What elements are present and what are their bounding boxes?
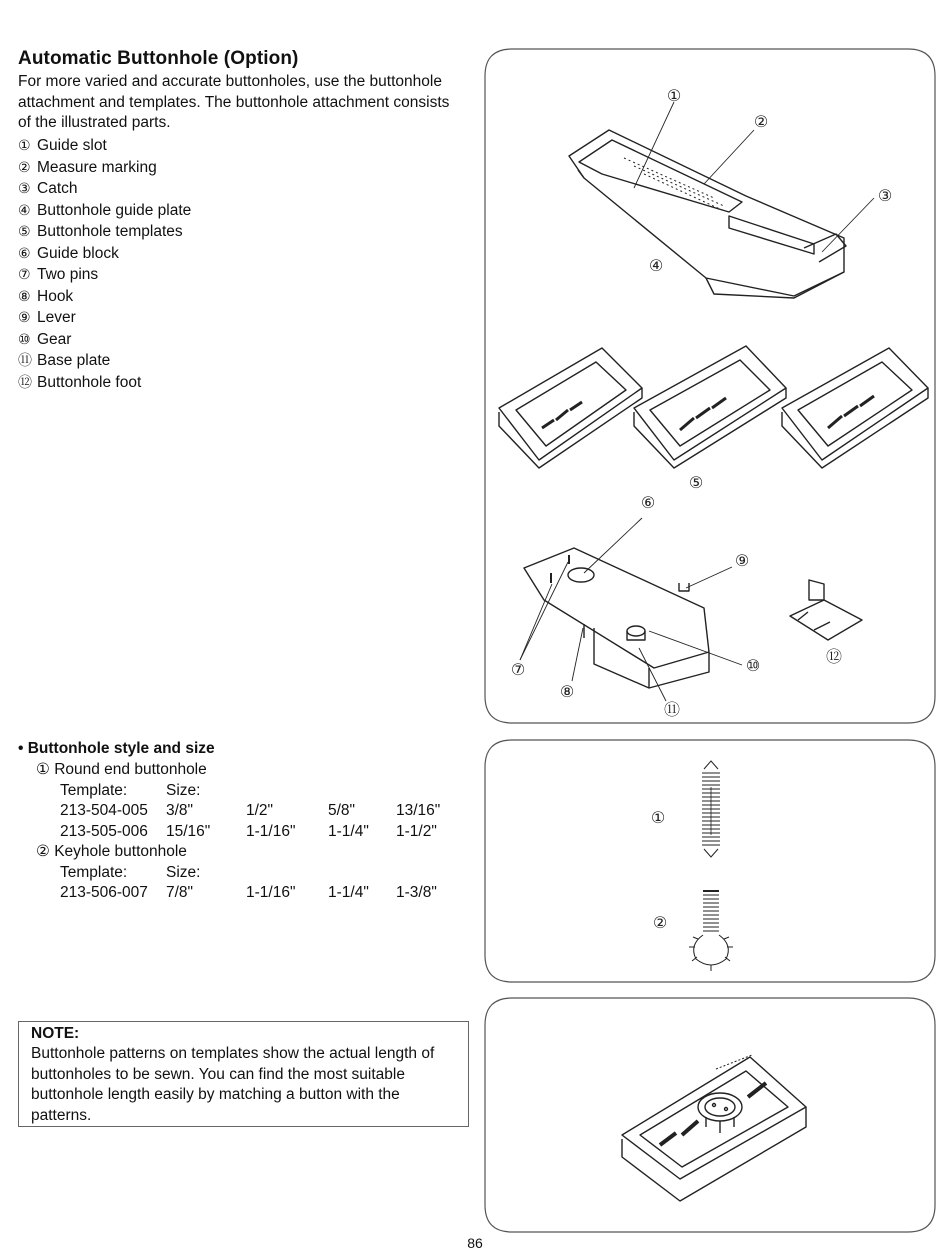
page-number: 86 (467, 1235, 483, 1251)
size-header: Size: (166, 863, 201, 881)
note-box (18, 1021, 469, 1127)
part-number: ⑫ (18, 373, 32, 390)
buttonhole-templates-icon (499, 346, 928, 468)
keyhole-buttonhole-icon (689, 891, 733, 971)
part-number: ⑥ (18, 244, 31, 261)
callout-12: ⑫ (825, 647, 843, 666)
buttonhole-styles-figure (484, 739, 936, 983)
round-end-buttonhole-icon (702, 761, 720, 857)
list-item (18, 307, 191, 329)
template-with-button-figure (484, 997, 936, 1233)
callout-2: ② (753, 112, 769, 131)
parts-list (18, 135, 191, 393)
callout-9: ⑨ (734, 551, 750, 570)
note-title: NOTE: (31, 1025, 80, 1042)
part-label: Gear (37, 330, 72, 348)
part-label: Buttonhole foot (37, 373, 142, 391)
template-code: 213-506-007 (60, 884, 148, 901)
size-cell: 1/2" (246, 802, 274, 819)
size-cell: 1-1/2" (396, 822, 437, 840)
guide-plate-icon (569, 130, 846, 298)
callout-2: ② (652, 913, 668, 932)
size-cell: 1-3/8" (396, 884, 437, 901)
part-label: Guide block (37, 244, 119, 262)
template-header: Template: (60, 781, 128, 799)
keyhole-label: ② Keyhole buttonhole (36, 843, 187, 860)
callout-7: ⑦ (510, 660, 526, 679)
size-cell: 15/16" (166, 822, 211, 840)
part-number: ④ (18, 201, 31, 218)
template-code: 213-505-006 (60, 822, 148, 840)
part-label: Buttonhole guide plate (37, 201, 192, 219)
list-item (18, 200, 191, 222)
base-plate-icon (524, 548, 709, 688)
template-button-icon (622, 1055, 806, 1201)
part-number: ⑧ (18, 287, 31, 304)
part-number: ⑪ (18, 352, 32, 368)
part-label: Lever (37, 309, 76, 326)
part-label: Guide slot (37, 137, 107, 154)
part-number: ① (18, 137, 31, 153)
template-header: Template: (60, 863, 128, 881)
list-item (18, 264, 191, 286)
buttonhole-foot-icon (790, 580, 862, 640)
part-number: ⑩ (18, 330, 31, 347)
table-row (36, 801, 456, 822)
callout-6: ⑥ (640, 493, 656, 512)
callout-4: ④ (648, 256, 664, 275)
table-row (36, 883, 456, 904)
list-item (18, 329, 191, 351)
callout-11: ⑪ (663, 700, 681, 719)
table-header (36, 781, 456, 802)
list-item (18, 178, 191, 200)
size-cell: 3/8" (166, 802, 194, 819)
callout-1: ① (650, 808, 666, 827)
callout-8: ⑧ (559, 682, 575, 701)
size-cell: 13/16" (396, 802, 441, 819)
part-label: Two pins (37, 266, 99, 283)
intro-paragraph: For more varied and accurate buttonholes, use the buttonhole attachment and templates. The buttonhole attachment consists of the illustrated parts. (18, 73, 450, 131)
list-item (18, 350, 191, 372)
size-cell: 5/8" (328, 802, 356, 819)
part-number: ③ (18, 180, 31, 196)
list-item (18, 221, 191, 243)
round-end-label: ① Round end buttonhole (36, 761, 207, 778)
list-item (18, 243, 191, 265)
section-heading: • Buttonhole style and size (18, 740, 215, 757)
list-item (18, 157, 191, 179)
size-cell: 1-1/16" (246, 884, 296, 901)
table-header (36, 863, 456, 884)
attachment-parts-figure (484, 48, 936, 724)
size-cell: 7/8" (166, 884, 194, 901)
list-item (18, 372, 191, 394)
size-cell: 1-1/16" (246, 822, 296, 840)
callout-1: ① (666, 86, 682, 105)
part-label: Base plate (37, 352, 111, 369)
callout-5: ⑤ (688, 473, 704, 492)
part-label: Hook (37, 287, 74, 305)
size-table (36, 760, 456, 904)
page-title: Automatic Buttonhole (Option) (18, 48, 299, 69)
note-text: Buttonhole patterns on templates show the actual length of buttonholes to be sewn. You can find the most suitable buttonhole length easily by matching a button with the patterns. (31, 1045, 435, 1124)
template-code: 213-504-005 (60, 802, 148, 819)
list-item (18, 135, 191, 157)
part-number: ⑨ (18, 309, 31, 325)
size-cell: 1-1/4" (328, 884, 369, 901)
part-label: Catch (37, 180, 78, 197)
size-header: Size: (166, 781, 201, 799)
part-label: Measure marking (37, 158, 157, 176)
callout-3: ③ (877, 186, 893, 205)
part-number: ② (18, 158, 31, 175)
part-number: ⑤ (18, 223, 31, 239)
size-cell: 1-1/4" (328, 822, 369, 840)
callout-10: ⑩ (745, 656, 761, 675)
table-row (36, 822, 456, 843)
list-item (18, 286, 191, 308)
part-number: ⑦ (18, 266, 31, 282)
part-label: Buttonhole templates (37, 223, 183, 240)
